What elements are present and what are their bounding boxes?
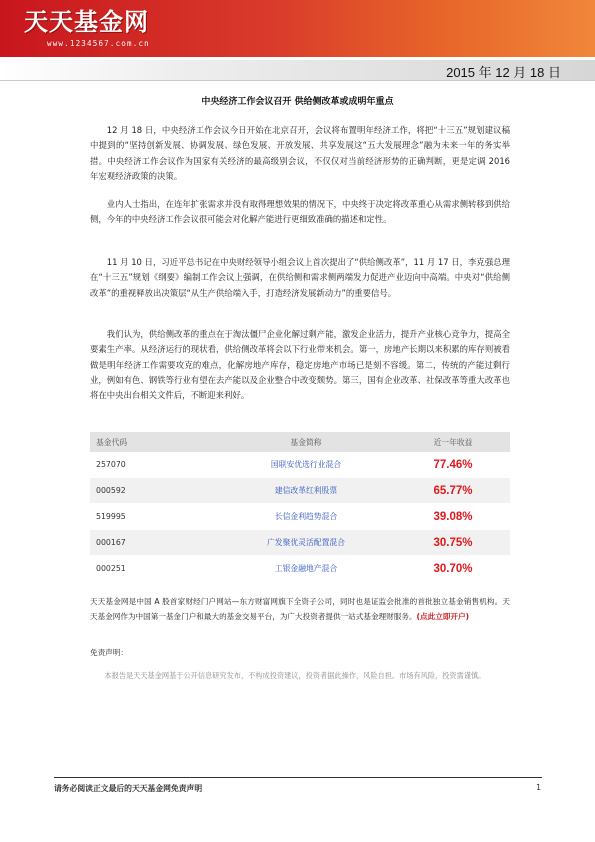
date-bar [0,60,595,81]
article-paragraph-1: 12 月 18 日，中央经济工作会议今日开始在北京召开，会议将布置明年经济工作，将把“十三五”规划建议稿中提到的“坚持创新发展、协调发展、绿色发展、开放发展、共享发展这“五大发展理念”融为未来一年的务实举措。中央经济工作会议作为国家有关经济的最高级别会议，不仅仅对当前经济形势的正确判断，更是定调 2016 年宏观经济政策的决策。 [90,125,510,181]
page-number: 1 [536,783,542,792]
header-banner [0,0,595,57]
fund-return: 65.77% [396,478,510,504]
about-paragraph [90,595,510,624]
fund-code: 000251 [90,556,216,582]
fund-code: 257070 [90,452,216,478]
fund-table [90,432,510,582]
logo-title[interactable]: 天天基金网 [24,7,149,36]
fund-return: 30.75% [396,530,510,556]
article-paragraph-3: 11 月 10 日，习近平总书记在中央财经领导小组会议上首次提出了“供给侧改革”，11 月 17 日，李克强总理在“十三五”规划《纲要》编制工作会议上强调，在供给侧和需求侧两端发力促进产业迈向中高端。中央对“供给侧改革”的重视释放出决策层“从生产供给端入手，打造经济发展新动力”的重要信号。 [90,257,510,298]
table-row [90,556,510,582]
article-paragraph-4: 我们认为，供给侧改革的重点在于淘汰僵尸企业化解过剩产能，激发企业活力，提升产业核心竞争力，提高全要素生产率。从经济运行的现状看，供给侧改革将会以下行业带来机会。第一，房地产长期以来积累的库存则被看做是明年经济工作需要攻克的难点，化解房地产库存，稳定房地产市场已是刻不容缓。第二，传统的产能过剩行业，例如有色、钢铁等行业有望在去产能以及企业整合中改变颓势。第三，国有企业改革、社保改革等重大改革也将在中央出台相关文件后，不断迎来利好。 [90,329,510,401]
fund-name-link[interactable]: 长信金利趋势混合 [216,504,396,530]
fund-return: 30.70% [396,556,510,582]
fund-return: 39.08% [396,504,510,530]
about-text: 天天基金网是中国 A 股首家财经门户网站—东方财富网旗下全资子公司，同时也是证监会批准的首批独立基金销售机构。天天基金网作为中国第一基金门户和最大的基金交易平台，为广大投资者提供一站式基金理财服务。 [90,597,510,621]
footer-divider [54,777,542,778]
fund-table-header [90,432,510,452]
article-title: 中央经济工作会议召开 供给侧改革或成明年重点 [201,97,394,107]
table-row [90,504,510,530]
fund-name-link[interactable]: 建信改革红利股票 [216,478,396,504]
disclaimer-text: 本报告是天天基金网基于公开信息研究发布，不构成投资建议，投资者据此操作，风险自担。市场有风险，投资需谨慎。 [104,671,486,680]
open-account-link[interactable]: (点此立即开户) [416,611,470,621]
fund-name-link[interactable]: 国联安优选行业混合 [216,452,396,478]
table-row [90,530,510,556]
header-one-year-return: 近一年收益 [396,432,510,452]
header-fund-code: 基金代码 [90,432,216,452]
footer-disclaimer-note: 请务必阅读正文最后的天天基金网免责声明 [54,784,203,793]
table-row [90,478,510,504]
fund-name-link[interactable]: 广发聚优灵活配置混合 [216,530,396,556]
logo-url[interactable]: www.1234567.com.cn [47,39,150,48]
fund-return: 77.46% [396,452,510,478]
disclaimer-heading: 免责声明： [90,648,128,657]
article-paragraph-2: 业内人士指出，在连年扩张需求并没有取得理想效果的情况下，中央终于决定将改革重心从需求侧转移到供给侧，今年的中央经济工作会议很可能会对化解产能进行更细致准确的描述和定性。 [90,199,510,225]
header-fund-name: 基金简称 [216,432,396,452]
table-row [90,452,510,478]
fund-code: 000167 [90,530,216,556]
fund-code: 519995 [90,504,216,530]
fund-name-link[interactable]: 工银金融地产混合 [216,556,396,582]
report-date: 2015 年 12 月 18 日 [446,65,561,80]
fund-code: 000592 [90,478,216,504]
